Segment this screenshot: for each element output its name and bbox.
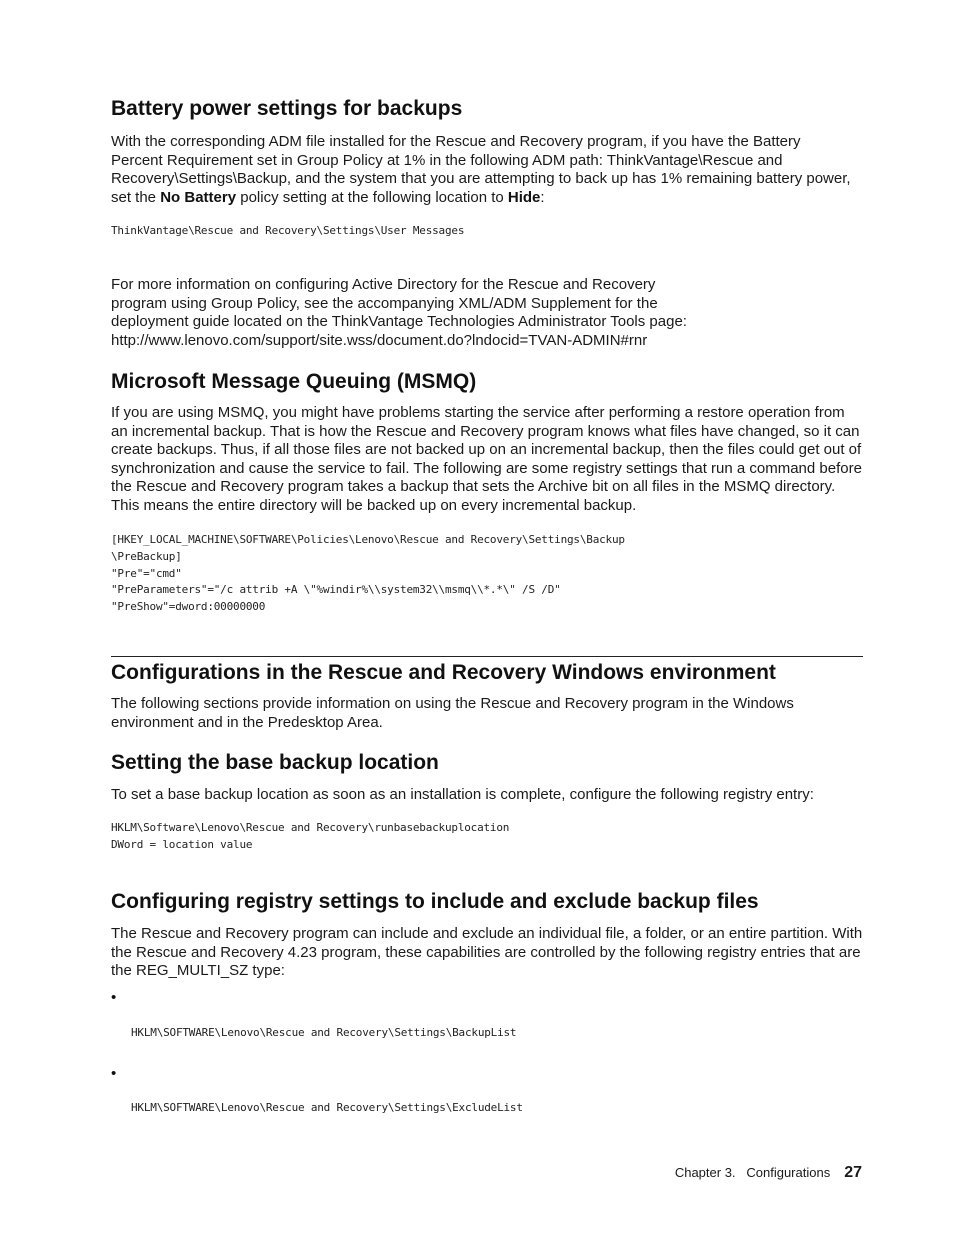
heading-battery-power-settings: Battery power settings for backups (111, 97, 463, 120)
list-bullet: • (111, 989, 117, 1006)
list-bullet: • (111, 1065, 117, 1082)
footer-chapter-label: Chapter 3. Configurations (674, 1165, 831, 1180)
list-item-backup-list: HKLM\SOFTWARE\Lenovo\Rescue and Recovery\Settings\BackupList (131, 1026, 517, 1039)
code-user-messages-path: ThinkVantage\Rescue and Recovery\Settings\User Messages (111, 224, 465, 237)
paragraph-active-directory-info: For more information on configuring Active Directory for the Rescue and Recovery program using Group Policy, see the accompanying XML/ADM Supplement for the deployment guide located on the ThinkVantage Technologies Administrator Tools page: http://www.lenovo.com/support/site.wss/document.do?lndocid=TVAN-ADMIN#rnr (111, 276, 687, 349)
paragraph-base-backup: To set a base backup location as soon as an installation is complete, configure the following registry entry: (111, 786, 814, 803)
list-item-exclude-list: HKLM\SOFTWARE\Lenovo\Rescue and Recovery\Settings\ExcludeList (131, 1101, 523, 1114)
heading-registry-include-exclude: Configuring registry settings to include and exclude backup files (111, 890, 759, 913)
section-divider (111, 656, 863, 657)
paragraph-registry-include-exclude: The Rescue and Recovery program can include and exclude an individual file, a folder, or an entire partition. With the Rescue and Recovery 4.23 program, these capabilities are controlled by the following registry entries that are the REG_MULTI_SZ type: (111, 925, 863, 980)
heading-msmq: Microsoft Message Queuing (MSMQ) (111, 370, 477, 393)
page-footer (675, 1162, 862, 1184)
paragraph-battery-settings (111, 133, 851, 207)
heading-base-backup-location: Setting the base backup location (111, 751, 439, 774)
paragraph-battery-text-3: : (540, 188, 545, 206)
paragraph-battery-text-1: With the corresponding ADM file installed for the Rescue and Recovery program, if you have the Battery Percent Requirement set in Group Policy at 1% in the following ADM path: ThinkVantage\Rescue and Recovery\Settings\Backup, and the system that you are attempting to back up has 1% remaining battery power, set the (111, 133, 851, 206)
code-base-backup-registry: HKLM\Software\Lenovo\Rescue and Recovery\runbasebackuplocation DWord = location value (111, 821, 510, 851)
code-msmq-registry: [HKEY_LOCAL_MACHINE\SOFTWARE\Policies\Lenovo\Rescue and Recovery\Settings\Backup \PreBackup] "Pre"="cmd" "PreParameters"="/c attrib +A \"%windir%\\system32\\msmq\\*.*\" /S /D" "PreShow"=dword:00000000 (111, 533, 625, 614)
page-number: 27 (844, 1164, 862, 1181)
paragraph-msmq: If you are using MSMQ, you might have problems starting the service after performing a restore operation from an incremental backup. That is how the Rescue and Recovery program knows what files have changed, so it can create backups. Thus, if all those files are not backed up on an incremental backup, then the files could get out of synchronization and cause the service to fail. The following are some registry settings that run a command before the Rescue and Recovery program takes a backup that sets the Archive bit on all files in the MSMQ directory. This means the entire directory will be backed up on every incremental backup. (111, 404, 862, 514)
paragraph-battery-bold-hide: Hide (507, 188, 541, 206)
paragraph-windows-environment: The following sections provide information on using the Rescue and Recovery program in the Windows environment and in the Predesktop Area. (111, 695, 794, 731)
paragraph-battery-bold-no-battery: No Battery (160, 188, 237, 206)
heading-windows-environment: Configurations in the Rescue and Recovery Windows environment (111, 661, 776, 684)
paragraph-battery-text-2: policy setting at the following location to (236, 188, 508, 206)
